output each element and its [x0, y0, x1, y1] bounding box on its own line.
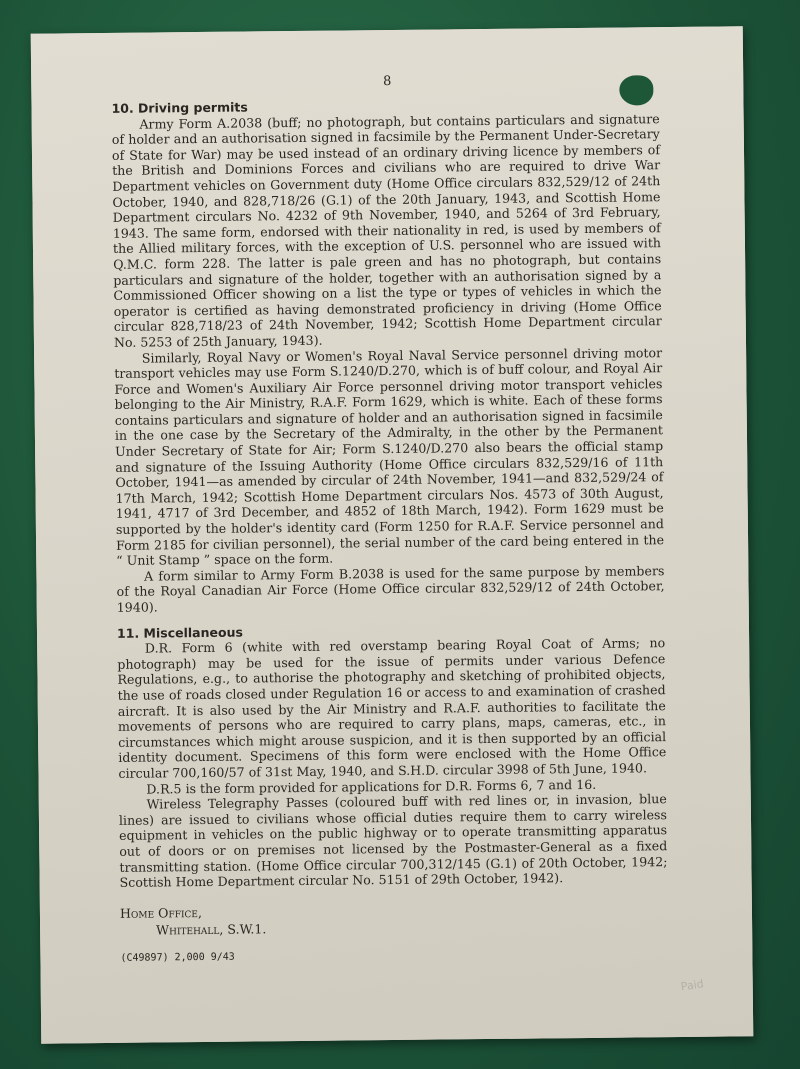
- signature-line-2: Whitehall, S.W.1.: [156, 921, 267, 938]
- section-11-heading: 11. Miscellaneous: [116, 624, 243, 641]
- section-11-paragraph-2: D.R.5 is the form provided for applications for D.R. Forms 6, 7 and 16.: [146, 776, 597, 797]
- section-10-paragraph-2: Similarly, Royal Navy or Women's Royal Naval Service personnel driving motor transport vehicles may use Form S.1240/D.270, which is of buff colour, and Royal Air Force and Women's Auxiliary Air Force personnel driving motor transport vehicles belonging to the Air Ministry, R.A.F. Form 1629, which is white. Each of these forms contains particulars and signature of holder and an authorisation signed in facsimile in the one case by the Secretary of the Admiralty, in the other by the Permanent Under Secretary of State for Air; Form S.1240/D.270 also bears the official stamp and signature of the Issuing Authority (Home Office circulars 832,529/16 of 11th October, 1941—as amended by circular of 24th November, 1941—and 832,529/24 of 17th March, 1942; Scottish Home Department circulars Nos. 4573 of 30th August, 1941, 4717 of 3rd December, and 4852 of 18th March, 1942). Form 1629 must be supported by the holder's identity card (Form 1250 for R.A.F. Service personnel and Form 2185 for civilian personnel), the serial number of the card being entered in the “ Unit Stamp ” space on the form.: [114, 344, 665, 569]
- printer-imprint: (C49897) 2,000 9/43: [120, 951, 235, 964]
- page-number: 8: [383, 73, 392, 90]
- page-content: [111, 95, 668, 966]
- pencil-note: Paid: [679, 977, 705, 994]
- section-10-paragraph-3: A form similar to Army Form B.2038 is used for the same purpose by members of the Royal Canadian Air Force (Home Office circular 832,529/12 of 24th October, 1940).: [116, 562, 665, 615]
- section-11-paragraph-3: Wireless Telegraphy Passes (coloured buff with red lines or, in invasion, blue lines) are issued to civilians whose official duties require them to carry wireless equipment in vehicles on the public highway or to operate transmitting apparatus out of doors or on premises not licensed by the Postmaster-General as a fixed transmitting station. (Home Office circular 700,312/145 (G.1) of 20th October, 1942; Scottish Home Department circular No. 5151 of 29th October, 1942).: [118, 791, 668, 890]
- signature-block: [120, 899, 668, 939]
- document-page: [31, 26, 754, 1043]
- section-11-paragraph-1: D.R. Form 6 (white with red overstamp bearing Royal Coat of Arms; no photograph) may be used for the issue of permits under various Defence Regulations, e.g., to authorise the photography and sketching of prohibited objects, the use of roads closed under Regulation 16 or access to and examination of crashed aircraft. It is also used by the Air Ministry and R.A.F. authorities to facilitate the movements of persons who are required to carry plans, maps, cameras, etc., in circumstances which might arouse suspicion, and it is then supported by an official identity document. Specimens of this form were enclosed with the Home Office circular 700,160/57 of 31st May, 1940, and S.H.D. circular 3998 of 5th June, 1940.: [117, 635, 667, 781]
- section-10-paragraph-1: Army Form A.2038 (buff; no photograph, but contains particulars and signature of holder and an authorisation signed in facsimile by the Permanent Under-Secretary of State for War) may be used instead of an ordinary driving licence by members of the British and Dominions Forces and civilians who are required to drive War Department vehicles on Government duty (Home Office circulars 832,529/12 of 24th October, 1940, and 828,718/26 (G.1) of the 20th January, 1943, and Scottish Home Department circulars No. 4232 of 9th November, 1940, and 5264 of 3rd February, 1943. The same form, endorsed with their nationality in red, is used by members of the Allied military forces, with the exception of U.S. personnel who are issued with Q.M.C. form 228. The latter is pale green and has no photograph, but contains particulars and signature of the holder, together with an authorisation signed by a Commissioned Officer showing on a list the type or types of vehicles in which the operator is certified as having demonstrated proficiency in driving (Home Office circular 828,718/23 of 24th November, 1942; Scottish Home Department circular No. 5253 of 25th January, 1943).: [111, 110, 662, 350]
- section-10-heading: 10. Driving permits: [111, 99, 248, 116]
- signature-line-1: Home Office,: [119, 904, 203, 921]
